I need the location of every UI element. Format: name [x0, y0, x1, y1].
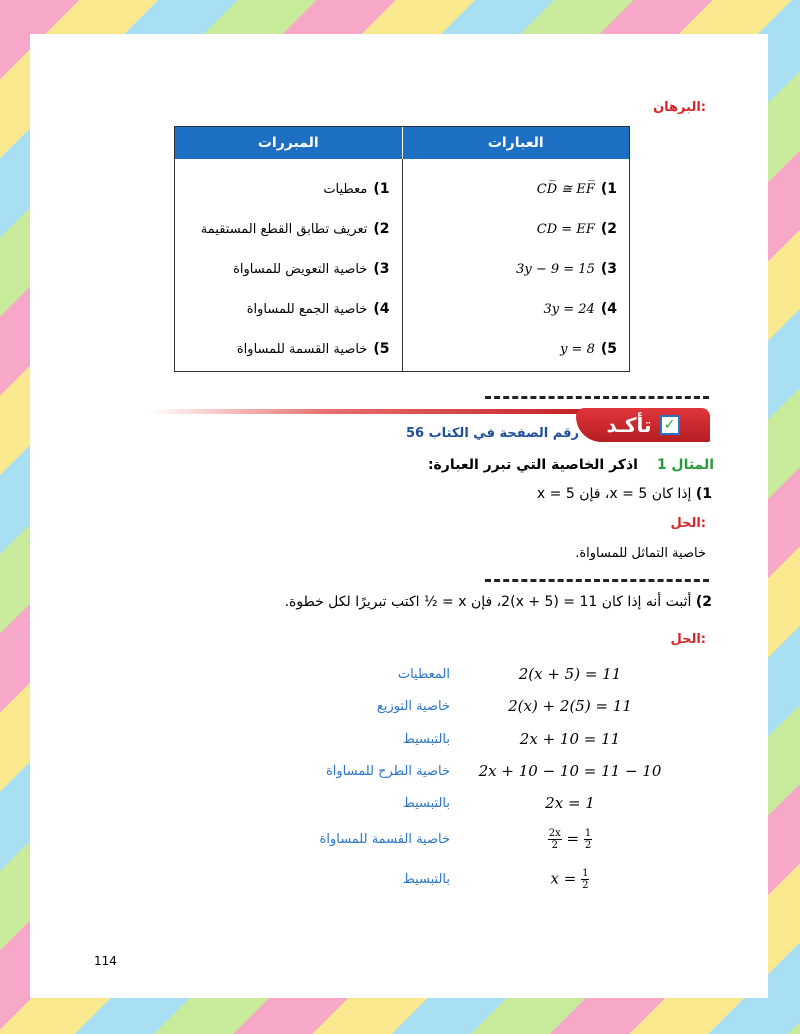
statement-row: 4) 3y = 24	[543, 301, 617, 317]
reason-row: 4) خاصية الجمع للمساواة	[246, 301, 390, 317]
solution-answer: خاصية التماثل للمساواة.	[575, 546, 706, 561]
proof-heading: البرهان:	[653, 100, 706, 115]
proof-step: بالتبسيط x = $\frac{1}{2}$	[402, 867, 589, 891]
reasons-header: المبررات	[175, 127, 403, 159]
proof-step: خاصية القسمة للمساواة $\frac{2x}{2}$ = $\frac{1}{2}$	[319, 827, 592, 851]
proof-step: بالتبسيط 2x = 1	[402, 794, 595, 812]
question-1: 1) إذا كان x = 5، فإن 5 = x	[536, 486, 712, 502]
reason-row: 3) خاصية التعويض للمساواة	[233, 261, 390, 277]
statements-column	[403, 159, 630, 371]
divider	[485, 579, 709, 582]
reason-row: 5) خاصية القسمة للمساواة	[236, 341, 390, 357]
proof-step: خاصية الطرح للمساواة 2x + 10 − 10 = 11 − 10	[325, 762, 662, 780]
proof-step: المعطيات 2(x + 5) = 11	[397, 665, 622, 683]
document-page	[30, 34, 768, 998]
divider	[485, 396, 709, 399]
statement-row: 3) 3y − 9 = 15	[516, 261, 617, 277]
checkbox-icon: ✓	[660, 415, 680, 435]
solution-label: الحل:	[670, 516, 706, 531]
proof-table	[174, 126, 630, 372]
proof-step: بالتبسيط 2x + 10 = 11	[402, 730, 621, 748]
page-reference: رقم الصفحة في الكتاب 56	[406, 426, 579, 441]
statement-row: 5) y = 8	[560, 341, 617, 357]
banner-title: تأكـد	[606, 413, 652, 437]
question-2: 2) أثبت أنه إذا كان 11 = (x + 5)2، فإن x = ½ اكتب تبريرًا لكل خطوة.	[284, 594, 712, 610]
statement-row: 2) CD = EF	[536, 221, 617, 237]
reasons-column	[175, 159, 403, 371]
statements-header: العبارات	[487, 135, 544, 151]
example-instruction: اذكر الخاصية التي تبرر العبارة:	[427, 457, 638, 473]
statement-row: 1) CD̅ ≅ EF̅	[536, 181, 617, 197]
example-label: المثال 1	[656, 457, 714, 473]
page-number: 114	[94, 954, 117, 968]
banner-rule	[150, 409, 590, 414]
solution-label: الحل:	[670, 632, 706, 647]
proof-step: خاصية التوزيع 2(x) + 2(5) = 11	[376, 697, 632, 715]
reason-row: 2) تعريف تطابق القطع المستقيمة	[200, 221, 390, 237]
reason-row: 1) معطيات	[323, 181, 390, 197]
banner-tab	[576, 408, 710, 442]
example1-instruction-line	[394, 457, 714, 473]
